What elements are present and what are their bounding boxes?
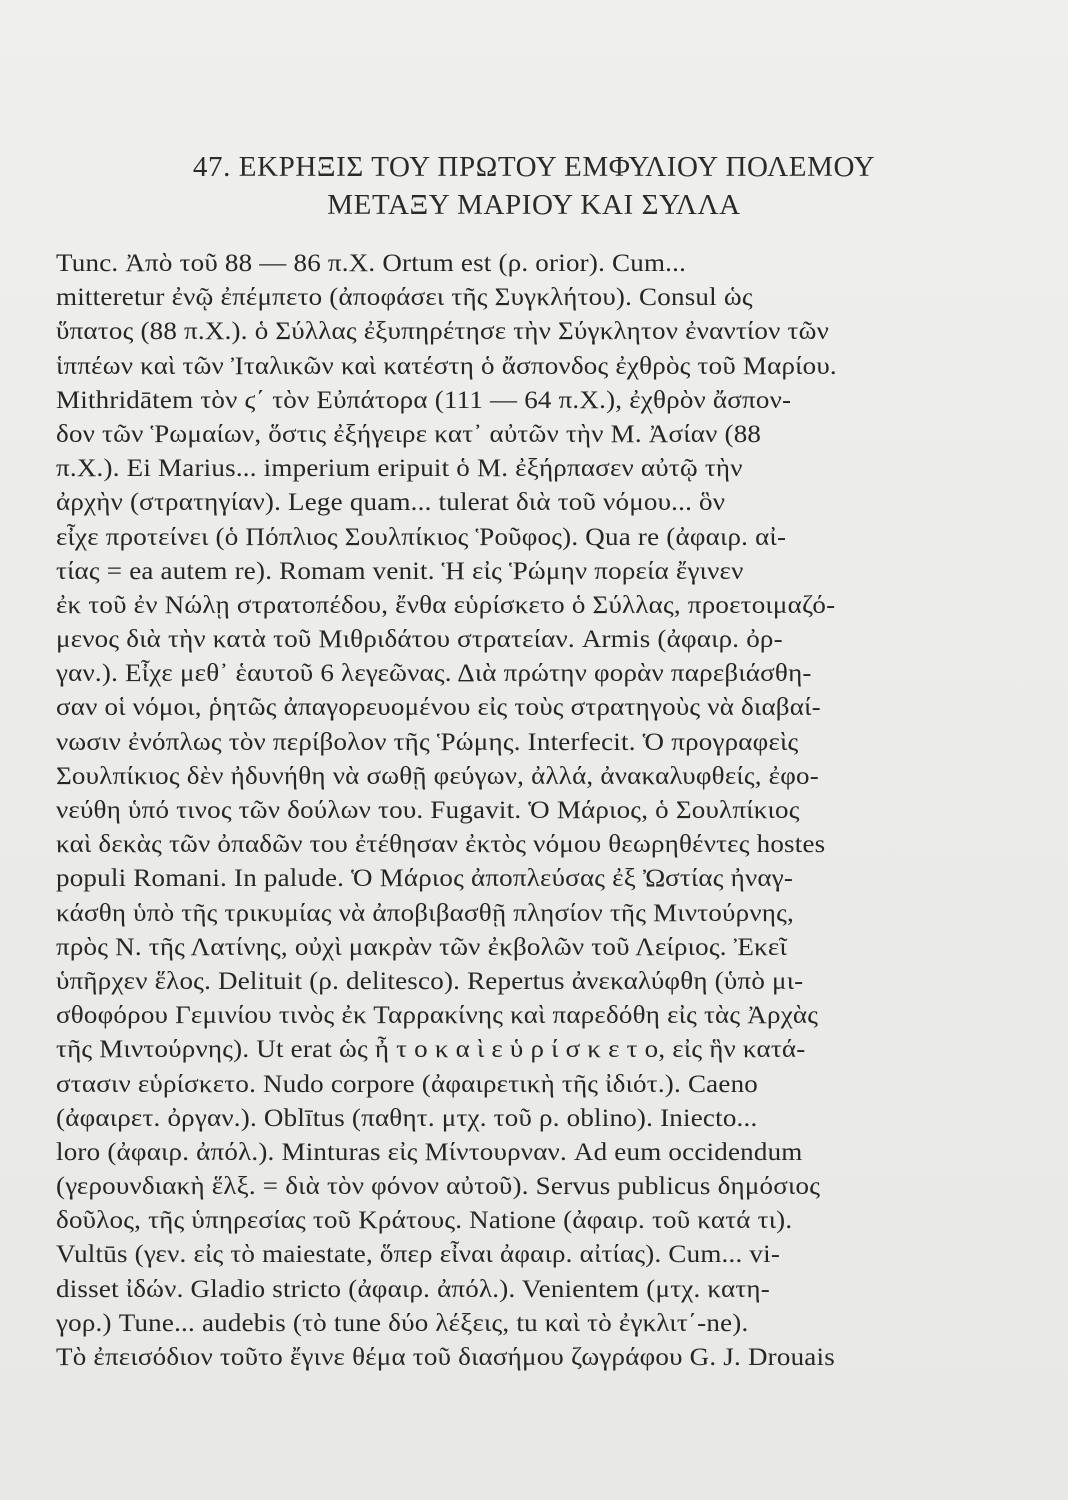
text-line: disset ἰδών. Gladio stricto (ἀφαιρ. ἀπόλ.). Venientem (μτχ. κατη- (56, 1275, 770, 1303)
text-line: loro (ἀφαιρ. ἀπόλ.). Minturas εἰς Μίντουρναν. Ad eum occidendum (56, 1138, 803, 1166)
text-line: μενος διὰ τὴν κατὰ τοῦ Μιθριδάτου στρατείαν. Armis (ἀφαιρ. ὀρ- (56, 626, 783, 654)
text-line: εἶχε προτείνει (ὁ Πόπλιος Σουλπίκιος Ῥοῦφος). Qua re (ἀφαιρ. αἰ- (56, 523, 787, 551)
text-line: ἐκ τοῦ ἐν Νώλῃ στρατοπέδου, ἔνθα εὑρίσκετο ὁ Σύλλας, προετοιμαζό- (56, 591, 836, 619)
text-line: δον τῶν Ῥωμαίων, ὅστις ἐξήγειρε κατ᾿ αὐτῶν τὴν Μ. Ἀσίαν (88 (56, 420, 762, 448)
text-line: (γερουνδιακὴ ἕλξ. = διὰ τὸν φόνον αὐτοῦ). Servus publicus δημόσιος (56, 1173, 821, 1201)
text-line: γορ.) Tune... audebis (τὸ tune δύο λέξεις, tu καὶ τὸ ἐγκλιτ΄-ne). (56, 1309, 749, 1337)
text-line: populi Romani. In palude. Ὁ Μάριος ἀποπλεύσας ἐξ Ὠστίας ἠναγ- (56, 865, 794, 893)
text-line: (ἀφαιρετ. ὀργαν.). Oblītus (παθητ. μτχ. τοῦ ρ. oblino). Iniecto... (56, 1104, 758, 1132)
text-line: Mithridātem τὸν ϛ΄ τὸν Εὐπάτορα (111 — 64 π.Χ.), ἐχθρὸν ἄσπον- (56, 386, 792, 414)
text-line: Σουλπίκιος δὲν ἠδυνήθη νὰ σωθῇ φεύγων, ἀλλά, ἀνακαλυφθείς, ἐφο- (56, 762, 819, 790)
text-line: σθοφόρου Γεμινίου τινὸς ἐκ Ταρρακίνης καὶ παρεδόθη εἰς τὰς Ἀρχὰς (56, 1002, 819, 1030)
text-line: νεύθη ὑπό τινος τῶν δούλων του. Fugavit. Ὁ Μάριος, ὁ Σουλπίκιος (56, 797, 800, 824)
text-line: καὶ δεκὰς τῶν ὀπαδῶν του ἐτέθησαν ἐκτὸς νόμου θεωρηθέντες hostes (56, 831, 826, 859)
text-line: ὑπῆρχεν ἕλος. Delituit (ρ. delitesco). Repertus ἀνεκαλύφθη (ὑπὸ μι- (56, 967, 804, 995)
text-line: ὕπατος (88 π.Χ.). ὁ Σύλλας ἐξυπηρέτησε τὴν Σύγκλητον ἐναντίον τῶν (56, 318, 829, 346)
text-line: σαν οἱ νόμοι, ῥητῶς ἀπαγορευομένου εἰς τοὺς στρατηγοὺς νὰ διαβαί- (56, 694, 821, 722)
text-line: τίας = ea autem re). Romam venit. Ἡ εἰς Ῥώμην πορεία ἔγινεν (56, 557, 744, 585)
text-line: π.Χ.). Ei Marius... imperium eripuit ὁ Μ. ἐξήρπασεν αὐτῷ τὴν (56, 455, 743, 483)
text-line: δοῦλος, τῆς ὑπηρεσίας τοῦ Κράτους. Natione (ἀφαιρ. τοῦ κατά τι). (56, 1207, 793, 1235)
text-line: Τὸ ἐπεισόδιον τοῦτο ἔγινε θέμα τοῦ διασήμου ζωγράφου G. J. Drouais (56, 1344, 835, 1371)
heading-line-1: 47. ΕΚΡΗΞΙΣ ΤΟΥ ΠΡΩΤΟΥ ΕΜΦΥΛΙΟΥ ΠΟΛΕΜΟΥ (192, 151, 876, 183)
text-line: γαν.). Εἶχε μεθ᾿ ἑαυτοῦ 6 λεγεῶνας. Διὰ πρώτην φορὰν παρεβιάσθη- (56, 660, 812, 688)
text-line: νωσιν ἐνόπλως τὸν περίβολον τῆς Ῥώμης. Interfecit. Ὁ προγραφεὶς (56, 728, 799, 756)
text-line: κάσθη ὑπὸ τῆς τρικυμίας νὰ ἀποβιβασθῇ πλησίον τῆς Μιντούρνης, (56, 899, 794, 927)
text-line: ἱππέων καὶ τῶν Ἰταλικῶν καὶ κατέστη ὁ ἄσπονδος ἐχθρὸς τοῦ Μαρίου. (56, 352, 837, 380)
text-line: Tunc. Ἀπὸ τοῦ 88 — 86 π.Χ. Ortum est (ρ. orior). Cum... (56, 250, 687, 277)
text-line: Vultūs (γεν. εἰς τὸ maiestate, ὅπερ εἶναι ἀφαιρ. αἰτίας). Cum... vi- (56, 1241, 781, 1269)
heading-line-2: ΜΕΤΑΞΥ ΜΑΡΙΟΥ ΚΑΙ ΣΥΛΛΑ (327, 189, 741, 221)
chapter-heading (0, 148, 1068, 224)
text-line: στασιν εὑρίσκετο. Nudo corpore (ἀφαιρετικὴ τῆς ἰδιότ.). Caeno (56, 1070, 759, 1098)
text-line: ἀρχὴν (στρατηγίαν). Lege quam... tulerat διὰ τοῦ νόμου... ὃν (56, 489, 726, 517)
commentary-text (56, 247, 1056, 1375)
text-line: τῆς Μιντούρνης). Ut erat ὡς ἦ τ ο κ α ὶ ε ὑ ρ ί σ κ ε τ ο, εἰς ἣν κατά- (56, 1036, 806, 1064)
text-line: mitteretur ἐνῷ ἐπέμπετο (ἀποφάσει τῆς Συγκλήτου). Consul ὡς (56, 284, 753, 312)
text-line: πρὸς Ν. τῆς Λατίνης, οὐχὶ μακρὰν τῶν ἐκβολῶν τοῦ Λείριος. Ἐκεῖ (56, 933, 787, 961)
